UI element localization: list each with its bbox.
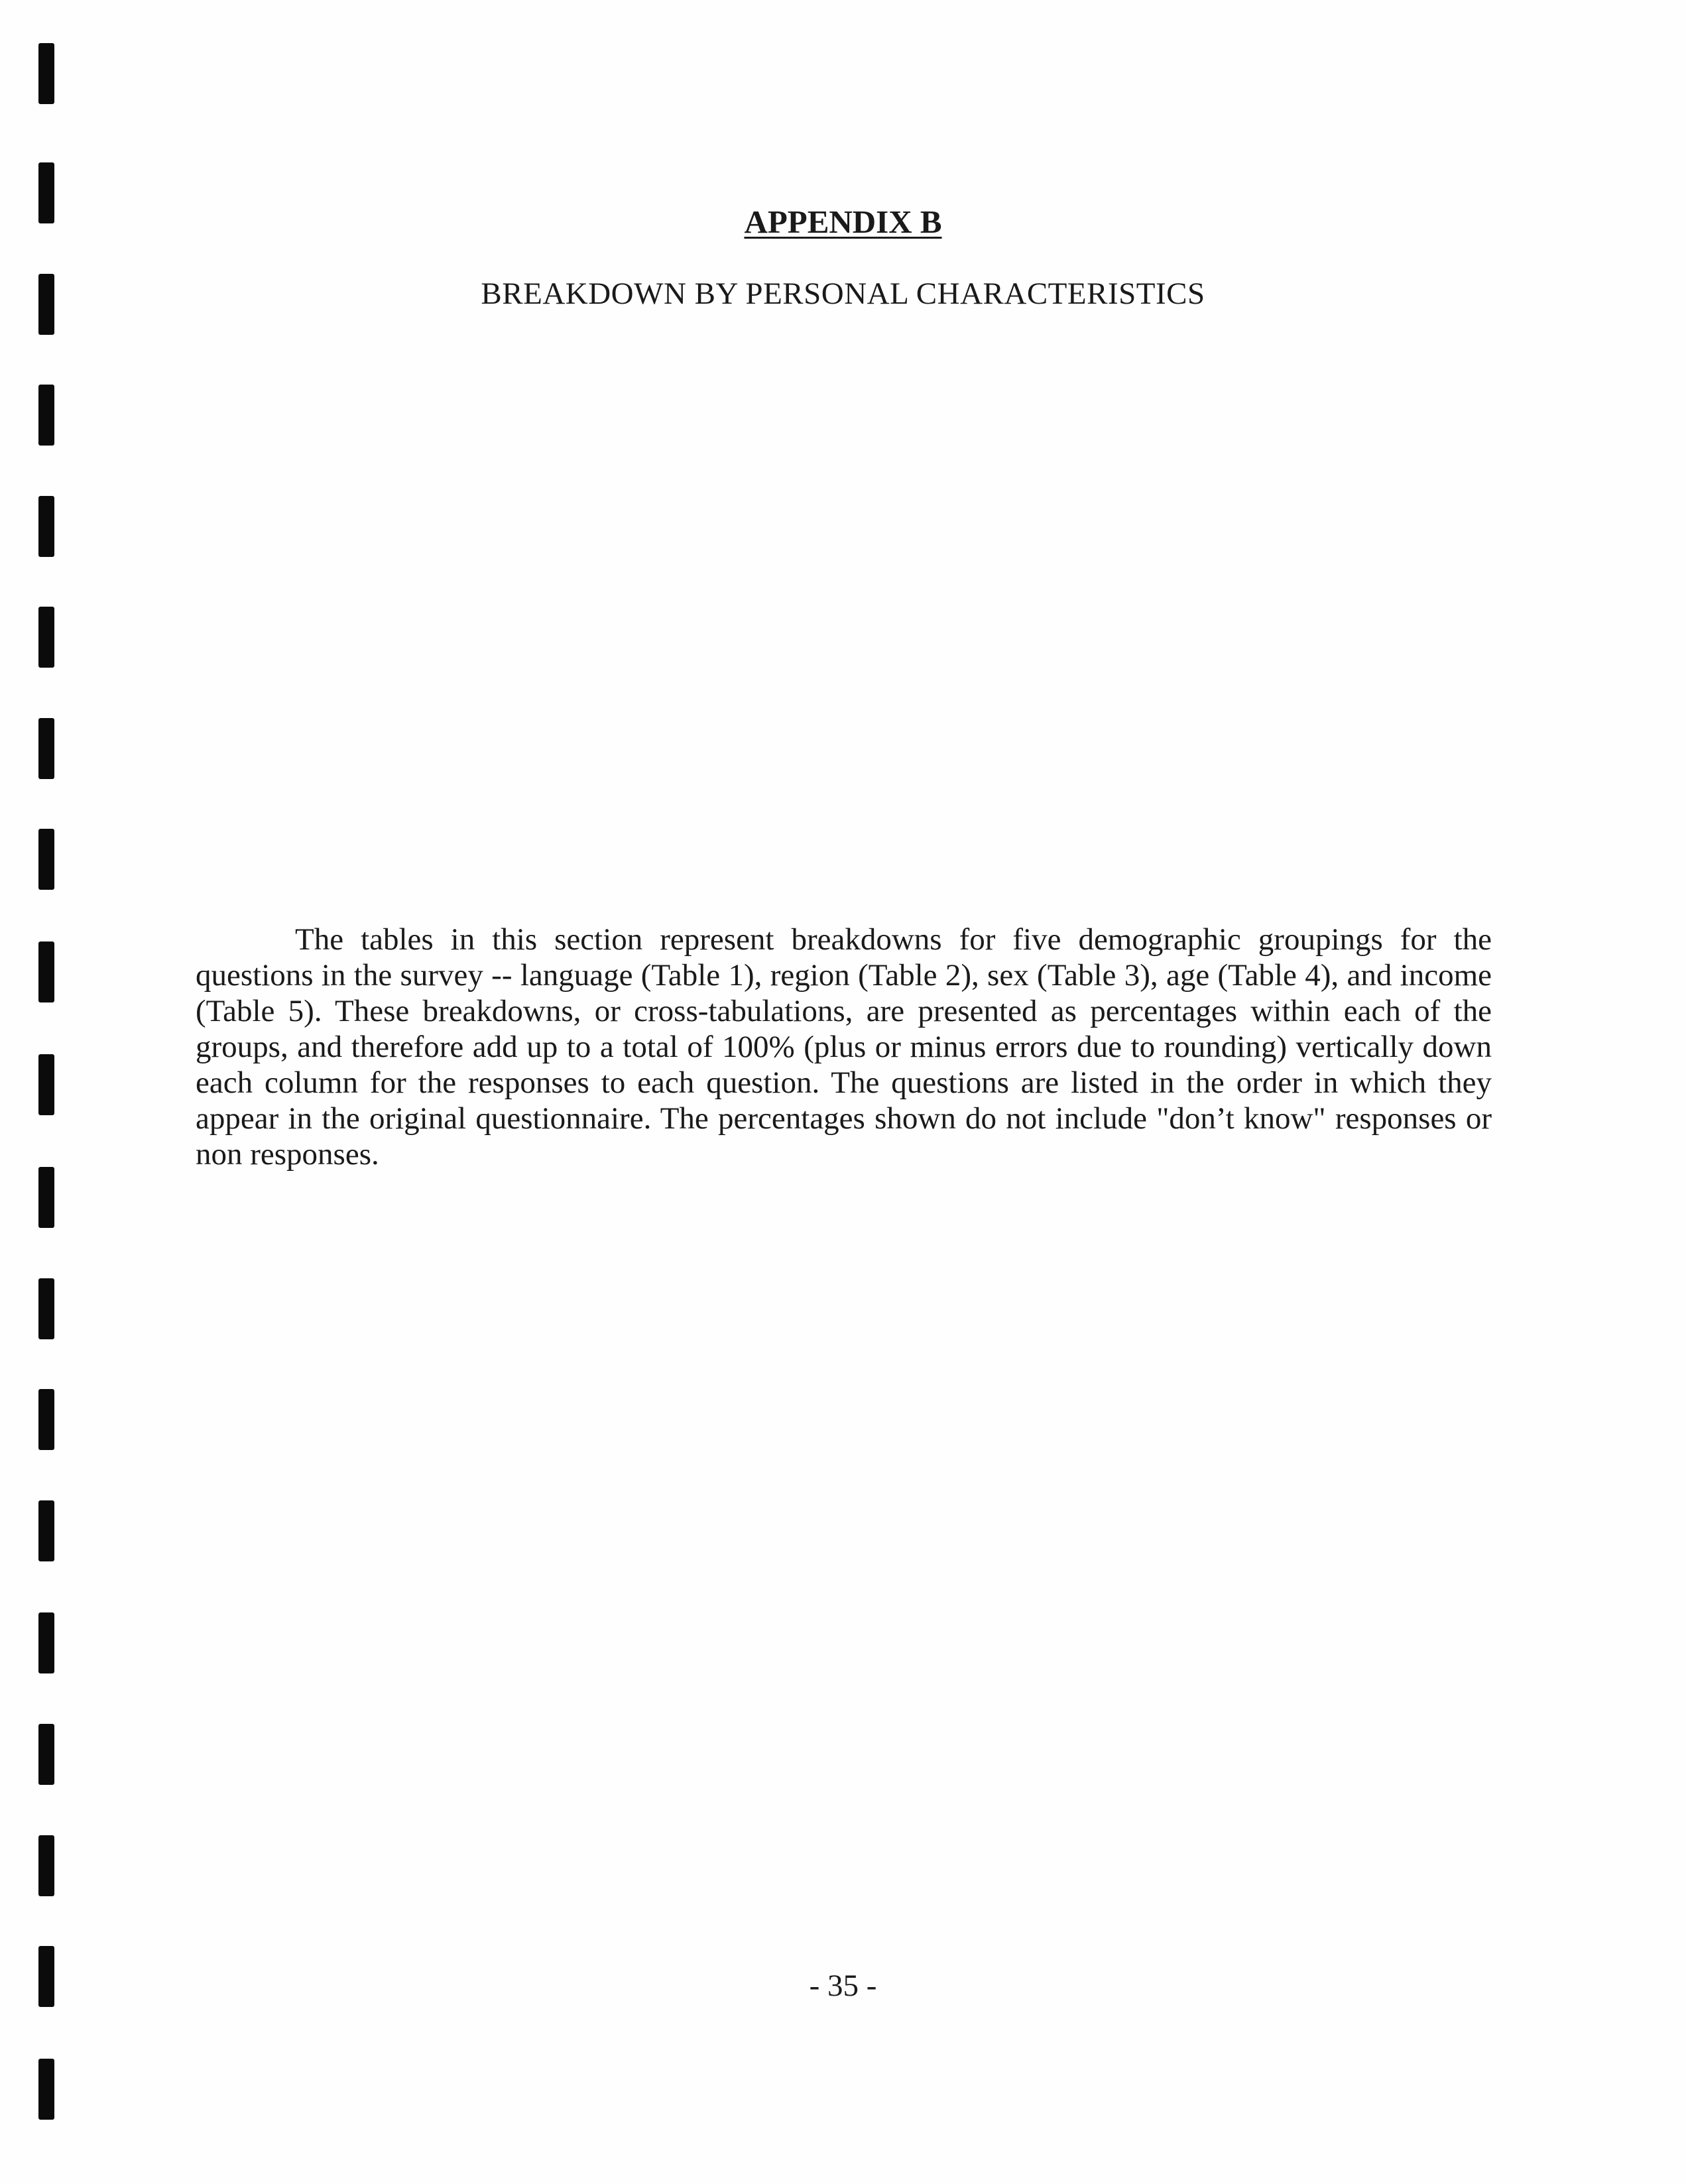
punch-hole: [38, 1389, 54, 1450]
appendix-title-text: APPENDIX B: [744, 204, 942, 240]
punch-hole: [38, 385, 54, 446]
punch-hole: [38, 1278, 54, 1339]
page-number: - 35 -: [809, 1969, 877, 2003]
punch-hole: [38, 1500, 54, 1561]
appendix-title: [0, 202, 1686, 242]
punch-hole: [38, 2059, 54, 2120]
body-paragraph: The tables in this section represent breakdowns for five demographic groupings for the questions in the survey -- language (Table 1), region (Table 2), sex (Table 3), age (Table 4), and income (Table 5). These breakdowns, or cross-tabulations, are presented as percentages within each of the groups, and therefore add up to a total of 100% (plus or minus errors due to rounding) vertically down each column for the responses to each question. The questions are listed in the order in which they appear in the original questionnaire. The percentages shown do not include "don’t know" responses or non responses.: [196, 922, 1492, 1172]
punch-hole: [38, 1612, 54, 1673]
binding-punch-holes: [38, 0, 58, 2184]
punch-hole: [38, 1167, 54, 1228]
punch-hole: [38, 607, 54, 668]
punch-hole: [38, 1724, 54, 1785]
section-heading: BREAKDOWN BY PERSONAL CHARACTERISTICS: [481, 276, 1205, 311]
punch-hole: [38, 941, 54, 1002]
punch-hole: [38, 718, 54, 779]
punch-hole: [38, 829, 54, 890]
punch-hole: [38, 496, 54, 557]
punch-hole: [38, 1054, 54, 1115]
punch-hole: [38, 1835, 54, 1896]
punch-hole: [38, 43, 54, 104]
